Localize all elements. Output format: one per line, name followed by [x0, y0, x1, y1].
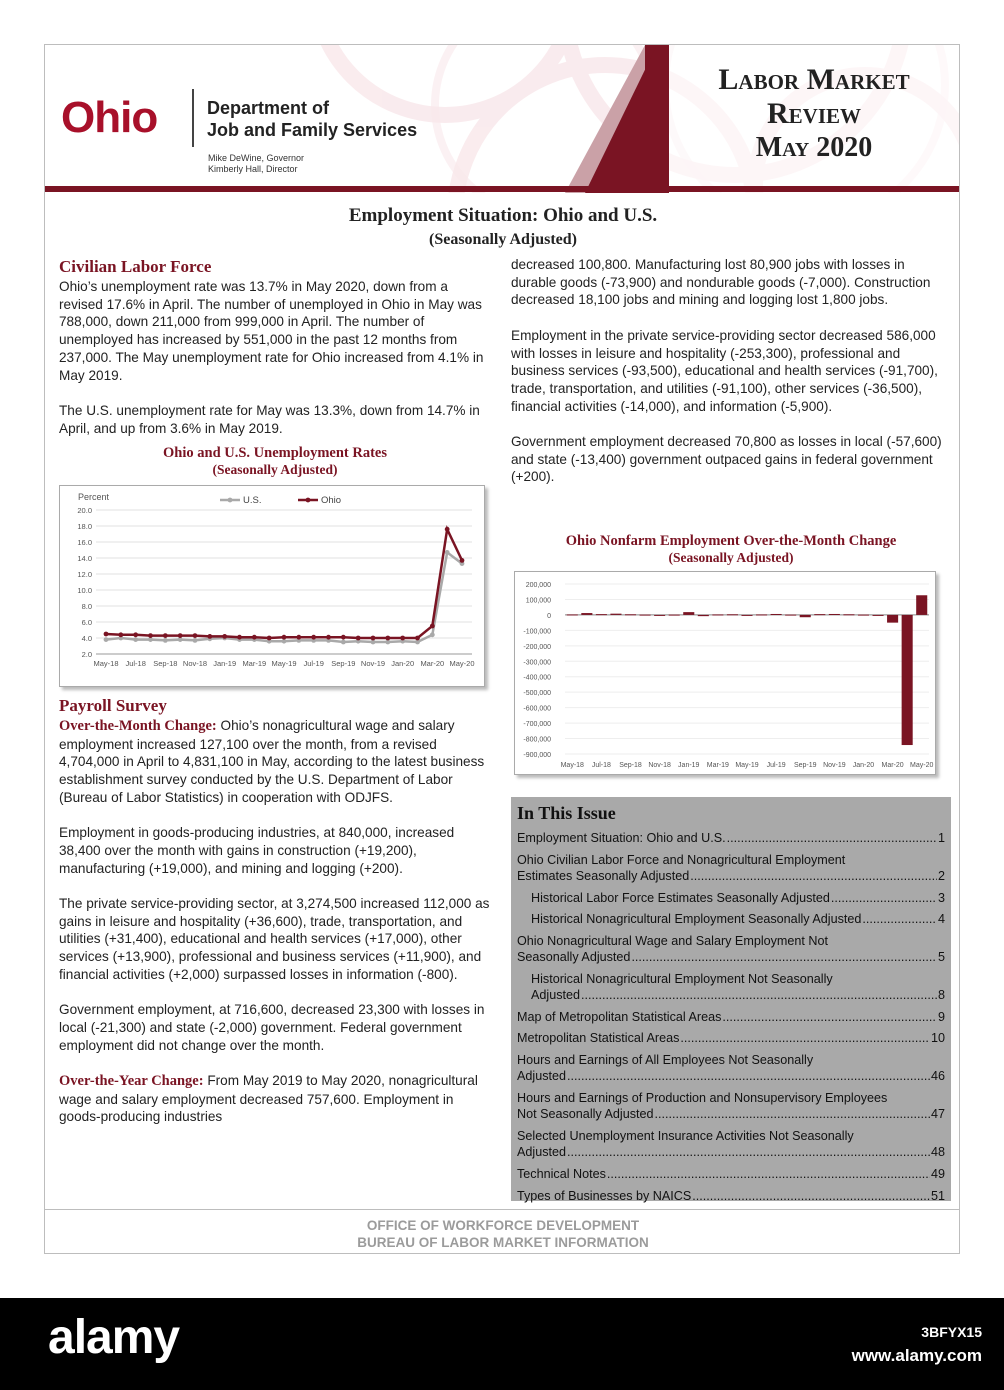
otm-text: Ohio’s nonagricultural wage and salary employment increased 127,100 over the month, from a revised 4,704,000 in April to 4,831,100 in May, according to the latest business establishment survey conducted by the U.S. Department of Labor (Bureau of Labor Statistics) in cooperation with ODJFS. — [59, 718, 485, 805]
header-rule — [45, 186, 960, 192]
data-point — [371, 636, 376, 641]
data-point — [104, 632, 109, 637]
officials — [208, 153, 304, 175]
bar — [829, 614, 840, 615]
toc-page-number: 10 — [930, 1031, 945, 1046]
data-point — [341, 640, 346, 645]
title-line-1: Labor Market — [718, 63, 910, 96]
main-title: Employment Situation: Ohio and U.S. — [348, 205, 658, 226]
y-tick-label: 4.0 — [81, 634, 92, 643]
y-tick-label: 20.0 — [77, 506, 92, 515]
toc-item-title: Ohio Civilian Labor Force and Nonagricultural Employment — [517, 852, 846, 867]
toc-item[interactable] — [517, 1166, 945, 1182]
y-tick-label: 16.0 — [77, 538, 92, 547]
data-point — [267, 636, 272, 641]
title-line-2: Review — [766, 97, 862, 130]
data-point — [133, 632, 138, 637]
y-tick-label: 14.0 — [77, 554, 92, 563]
bar — [843, 614, 854, 615]
data-point — [282, 635, 287, 640]
toc-item-label: Metropolitan Statistical Areas — [517, 1031, 680, 1046]
toc-item-label: Adjusted — [517, 1145, 567, 1160]
bar — [698, 615, 709, 616]
x-tick-label: Sep-18 — [153, 659, 178, 668]
employment-chart-frame — [514, 571, 936, 775]
chart1-title-block — [75, 445, 475, 478]
x-tick-label: Nov-19 — [823, 762, 846, 769]
toc-item-label: Historical Labor Force Estimates Seasonally Adjusted — [531, 890, 830, 905]
right-paragraph-3: Government employment decreased 70,800 as losses in local (-57,600) and state (-13,400) government outpaced gains in federal government (+200). — [511, 434, 942, 485]
image-id: 3BFYX15 — [921, 1324, 982, 1340]
data-point — [222, 634, 227, 639]
y-tick-label: 10.0 — [77, 586, 92, 595]
goods-paragraph: Employment in goods-producing industries, at 840,000, increased 38,400 over the month with gains in construction (+19,200), manufacturing (+19,000), and mining and logging (+200). — [59, 825, 455, 876]
data-point — [133, 637, 138, 642]
toc-item-label: Adjusted — [517, 1069, 567, 1084]
x-tick-label: Sep-19 — [331, 659, 356, 668]
legend-label: U.S. — [243, 495, 262, 506]
data-point — [104, 637, 109, 642]
bar — [567, 614, 578, 615]
x-tick-label: Mar-20 — [881, 762, 904, 769]
toc-item[interactable] — [517, 890, 945, 906]
y-tick-label: 2.0 — [81, 650, 92, 659]
bar — [858, 615, 869, 616]
clf-paragraph-2: The U.S. unemployment rate for May was 13.3%, down from 14.7% in April, and up from 3.6% in May 2019. — [59, 402, 480, 436]
toc-leader-dots — [567, 1068, 930, 1084]
bar — [887, 615, 898, 623]
data-point — [118, 632, 123, 637]
toc-item-line — [531, 987, 945, 1003]
toc-item-label: Employment Situation: Ohio and U.S. — [517, 831, 726, 845]
bar — [916, 595, 927, 615]
toc-item-line — [517, 1188, 945, 1204]
toc-item-label: Types of Businesses by NAICS — [517, 1188, 692, 1203]
y-tick-label: -400,000 — [523, 674, 551, 682]
footer-rule — [45, 1209, 960, 1210]
civilian-labor-force-heading: Civilian Labor Force — [59, 257, 212, 276]
right-column — [511, 256, 951, 504]
footer-bureau: BUREAU OF LABOR MARKET INFORMATION — [357, 1235, 649, 1250]
right-paragraph-2: Employment in the private service-providing sector decreased 586,000 with losses in leisure and hospitality (-253,300), professional and business services (-93,500), educational and health services (-91,700), trade, transportation, and utilities (-91,100), other services (-36,500), financial activities (-14,000), and information (-5,900). — [511, 327, 938, 414]
report-page — [44, 44, 960, 1254]
toc-leader-dots — [831, 890, 937, 906]
y-tick-label: -500,000 — [523, 690, 551, 698]
left-column — [59, 256, 495, 455]
in-this-issue-box — [511, 797, 951, 1201]
government-paragraph: Government employment, at 716,600, decreased 23,300 with losses in local (-21,300) and state (-2,000) government. Federal government employment did not change over the month. — [59, 1002, 485, 1053]
toc-item-line — [517, 1030, 945, 1046]
governor-name: Mike DeWine, Governor — [208, 153, 305, 163]
toc-item-line — [517, 1009, 945, 1025]
toc-item[interactable] — [517, 1188, 945, 1204]
toc-item-label: Map of Metropolitan Statistical Areas — [517, 1009, 722, 1024]
bar — [785, 615, 796, 616]
toc-leader-dots — [727, 830, 937, 846]
data-point — [163, 633, 168, 638]
director-name: Kimberly Hall, Director — [208, 164, 298, 174]
toc-item-title: Hours and Earnings of All Employees Not Seasonally — [517, 1052, 814, 1067]
chart1-title: Ohio and U.S. Unemployment Rates — [163, 445, 387, 461]
bar — [771, 614, 782, 615]
data-point — [193, 638, 198, 643]
data-point — [237, 635, 242, 640]
toc-item[interactable] — [517, 911, 945, 927]
toc-item-label: Not Seasonally Adjusted — [517, 1107, 654, 1122]
bar — [727, 614, 738, 615]
oty-text: From May 2019 to May 2020, nonagricultural wage and salary employment decreased 757,600. Employment in goods-producing industries — [59, 1073, 478, 1125]
x-tick-label: May-20 — [910, 762, 934, 769]
toc-leader-dots — [581, 987, 937, 1003]
x-tick-label: Jul-18 — [125, 659, 146, 668]
toc-item[interactable] — [517, 1009, 945, 1025]
x-tick-label: Jul-18 — [591, 762, 611, 769]
legend-label: Ohio — [321, 495, 342, 506]
data-point — [178, 633, 183, 638]
publication-title — [667, 63, 960, 165]
data-point — [415, 636, 420, 641]
y-axis-label: Percent — [78, 492, 110, 502]
x-tick-label: May-20 — [449, 659, 475, 668]
toc-page-number: 4 — [937, 912, 945, 927]
y-tick-label: 6.0 — [81, 618, 92, 627]
y-tick-label: -900,000 — [523, 752, 551, 759]
data-point — [193, 633, 198, 638]
toc-leader-dots — [655, 1106, 930, 1122]
toc-item-line — [517, 1106, 945, 1122]
toc-item-title: Hours and Earnings of Production and Nonsupervisory Employees — [517, 1090, 888, 1105]
watermark-url: www.alamy.com — [851, 1346, 982, 1365]
toc-leader-dots — [567, 1144, 930, 1160]
toc-page-number: 49 — [930, 1166, 945, 1181]
legend-marker — [306, 498, 311, 503]
issue-date: May 2020 — [755, 132, 873, 163]
toc-item[interactable] — [517, 933, 945, 966]
x-tick-label: Nov-18 — [648, 762, 671, 769]
toc-page-number: 1 — [937, 831, 945, 845]
bar — [669, 615, 680, 616]
employment-change-chart — [515, 572, 937, 776]
x-tick-label: Jan-19 — [213, 659, 237, 668]
data-point — [430, 624, 435, 629]
bar — [741, 615, 752, 616]
toc-leader-dots — [607, 1166, 930, 1182]
y-tick-label: -200,000 — [523, 643, 551, 651]
toc-item-title: Selected Unemployment Insurance Activities Not Seasonally — [517, 1128, 854, 1143]
series-line-us — [106, 552, 462, 642]
payroll-section — [59, 695, 495, 1144]
otm-heading: Over-the-Month Change: — [59, 718, 217, 734]
toc-item-line — [531, 911, 945, 927]
y-tick-label: 8.0 — [81, 602, 92, 611]
bar — [581, 613, 592, 615]
alamy-logo: alamy — [48, 1311, 180, 1364]
y-tick-label: 200,000 — [525, 582, 551, 589]
toc-leader-dots — [722, 1009, 937, 1025]
x-tick-label: Mar-19 — [242, 659, 267, 668]
x-tick-label: Mar-20 — [420, 659, 445, 668]
data-point — [252, 635, 257, 640]
bar — [625, 614, 636, 615]
data-point — [400, 636, 405, 641]
bar — [610, 614, 621, 615]
toc-item-label: Estimates Seasonally Adjusted — [517, 869, 690, 883]
y-tick-label: 0 — [547, 612, 551, 620]
bar — [873, 615, 884, 616]
bar — [902, 615, 913, 745]
toc-leader-dots — [692, 1188, 930, 1204]
logo-divider — [192, 89, 194, 147]
y-tick-label: -100,000 — [523, 628, 551, 636]
legend-marker — [228, 498, 233, 503]
toc-leader-dots — [680, 1030, 930, 1046]
x-tick-label: Nov-18 — [182, 659, 208, 668]
toc-page-number: 51 — [930, 1188, 945, 1203]
data-point — [296, 635, 301, 640]
toc-item[interactable] — [517, 852, 945, 885]
y-tick-label: -800,000 — [523, 736, 551, 744]
y-tick-label: -700,000 — [523, 721, 551, 729]
data-point — [326, 635, 331, 640]
chart2-subtitle: (Seasonally Adjusted) — [668, 550, 794, 565]
right-paragraph-1: decreased 100,800. Manufacturing lost 80,900 jobs with losses in durable goods (-73,900) and nondurable goods (-7,000). Construction decreased 18,100 jobs and mining and logging lost 1,800 jobs. — [511, 257, 931, 308]
toc-leader-dots — [631, 949, 937, 965]
data-point — [445, 550, 450, 555]
footer-office: OFFICE OF WORKFORCE DEVELOPMENT — [366, 1218, 640, 1233]
toc-item-line — [531, 890, 945, 906]
toc-leader-dots — [862, 911, 937, 927]
x-tick-label: Sep-18 — [619, 762, 642, 769]
dept-line-2: Job and Family Services — [207, 120, 418, 140]
y-tick-label: -600,000 — [523, 705, 551, 713]
chart2-title: Ohio Nonfarm Employment Over-the-Month Change — [565, 533, 897, 549]
unemployment-rate-chart — [60, 486, 486, 688]
private-service-paragraph: The private service-providing sector, at 3,274,500 increased 112,000 as gains in leisure and hospitality (+36,600), trade, transportation, and utilities (+31,400), educational and health services (+17,000), other services (+13,900), professional and business services (+11,900), and financial activities (+2,000) surpassed losses in information (-800). — [59, 896, 490, 982]
toc-item[interactable] — [517, 971, 945, 1004]
otm-paragraph — [59, 717, 495, 807]
data-point — [430, 632, 435, 637]
x-tick-label: Jan-19 — [678, 762, 700, 769]
x-tick-label: Jul-19 — [303, 659, 324, 668]
toc-list — [517, 830, 945, 1204]
toc-item-label: Seasonally Adjusted — [517, 950, 631, 965]
toc-item-title: Historical Nonagricultural Employment Not Seasonally — [531, 971, 833, 986]
oty-heading: Over-the-Year Change: — [59, 1073, 204, 1089]
toc-page-number: 47 — [930, 1107, 945, 1122]
toc-heading: In This Issue — [517, 803, 616, 823]
toc-item[interactable] — [517, 830, 945, 846]
toc-item[interactable] — [517, 1052, 945, 1085]
toc-item-label: Technical Notes — [517, 1166, 606, 1181]
data-point — [460, 558, 465, 563]
toc-page-number: 48 — [930, 1145, 945, 1160]
data-point — [356, 636, 361, 641]
data-point — [385, 636, 390, 641]
footer — [45, 1217, 960, 1251]
toc-page-number: 9 — [937, 1009, 945, 1024]
toc-page-number: 2 — [937, 869, 945, 883]
oty-paragraph — [59, 1072, 495, 1126]
x-tick-label: Jan-20 — [852, 762, 875, 769]
bar — [814, 614, 825, 615]
x-tick-label: Sep-19 — [793, 762, 817, 769]
chart2-title-block — [511, 533, 951, 566]
toc-item-line — [517, 1068, 945, 1084]
toc-item-line — [517, 1166, 945, 1182]
x-tick-label: Nov-19 — [360, 659, 386, 668]
x-tick-label: Jan-20 — [391, 659, 415, 668]
unemployment-chart-frame — [59, 485, 485, 687]
x-tick-label: May-19 — [271, 659, 297, 668]
x-tick-label: May-18 — [560, 762, 584, 769]
toc-item-label: Adjusted — [531, 988, 581, 1003]
toc-item-line — [517, 830, 945, 846]
data-point — [311, 635, 316, 640]
toc-page-number: 8 — [937, 988, 945, 1003]
payroll-survey-heading: Payroll Survey — [59, 696, 167, 715]
toc-leader-dots — [690, 868, 937, 884]
x-tick-label: May-19 — [735, 762, 759, 769]
department-name — [207, 97, 417, 141]
bar — [683, 612, 694, 615]
bar — [800, 615, 811, 617]
toc-item-line — [517, 1144, 945, 1160]
bar — [756, 614, 767, 615]
bar — [640, 615, 651, 616]
bar — [712, 614, 723, 615]
x-tick-label: Mar-19 — [706, 762, 729, 769]
toc-item[interactable] — [517, 1090, 945, 1123]
data-point — [445, 527, 450, 532]
ohio-logo: Ohio — [61, 93, 158, 142]
toc-item-line — [517, 868, 945, 884]
bar — [654, 615, 665, 616]
toc-page-number: 3 — [937, 890, 945, 905]
bar — [596, 614, 607, 615]
chart1-subtitle: (Seasonally Adjusted) — [212, 462, 338, 477]
toc-item-title: Ohio Nonagricultural Wage and Salary Employment Not — [517, 933, 829, 948]
toc-item[interactable] — [517, 1128, 945, 1161]
report-header — [45, 45, 960, 193]
x-tick-label: May-18 — [93, 659, 119, 668]
dept-line-1: Department of — [207, 98, 330, 118]
main-subtitle: (Seasonally Adjusted) — [428, 231, 578, 248]
toc-page-number: 46 — [930, 1069, 945, 1084]
data-point — [207, 634, 212, 639]
toc-item-label: Historical Nonagricultural Employment Seasonally Adjusted — [531, 912, 862, 927]
y-tick-label: 18.0 — [77, 522, 92, 531]
data-point — [163, 638, 168, 643]
data-point — [341, 635, 346, 640]
data-point — [148, 633, 153, 638]
y-tick-label: 12.0 — [77, 570, 92, 579]
x-tick-label: Jul-19 — [766, 762, 786, 769]
toc-item-line — [517, 949, 945, 965]
clf-paragraph-1: Ohio’s unemployment rate was 13.7% in May 2020, down from a revised 17.6% in April. The number of unemployed in Ohio in May was 788,000, down 211,000 from 999,000 in April. The number of unemployed has increased by 551,000 in the past 12 months from 237,000. The May unemployment rate for Ohio increased from 4.1% in May 2019. — [59, 279, 484, 383]
y-tick-label: 100,000 — [525, 597, 551, 605]
y-tick-label: -300,000 — [523, 659, 551, 667]
toc-item[interactable] — [517, 1030, 945, 1046]
toc-page-number: 5 — [937, 950, 945, 965]
